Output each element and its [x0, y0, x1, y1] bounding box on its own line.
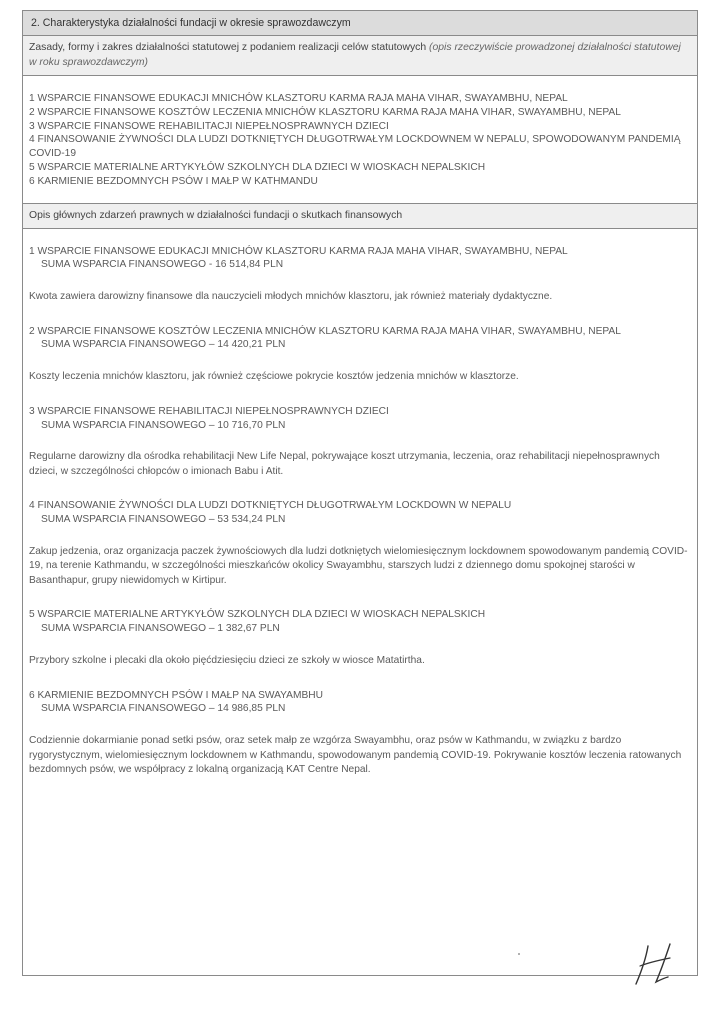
event-amount: SUMA WSPARCIA FINANSOWEGO – 10 716,70 PLN [41, 419, 286, 431]
statutory-item: 1 WSPARCIE FINANSOWE EDUKACJI MNICHÓW KLASZTORU KARMA RAJA MAHA VIHAR, SWAYAMBHU, NEPAL [29, 93, 568, 104]
event-description: Kwota zawiera darowizny finansowe dla nauczycieli młodych mnichów klasztoru, jak również materiały dydaktyczne. [29, 291, 553, 303]
event-description: Koszty leczenia mnichów klasztoru, jak również częściowe pokrycie kosztów jedzenia mnichów w klasztorze. [29, 371, 519, 383]
event-title: 2 WSPARCIE FINANSOWE KOSZTÓW LECZENIA MNICHÓW KLASZTORU KARMA RAJA MAHA VIHAR, SWAYAMBHU, NEPAL [29, 325, 621, 337]
event-entry [29, 405, 689, 433]
event-entry [29, 689, 689, 717]
report-section-frame [22, 10, 698, 976]
statutory-item: 3 WSPARCIE FINANSOWE REHABILITACJI NIEPEŁNOSPRAWNYCH DZIECI [29, 120, 389, 132]
event-amount: SUMA WSPARCIA FINANSOWEGO - 16 514,84 PLN [41, 259, 284, 271]
event-entry [29, 499, 689, 527]
event-entry [29, 325, 689, 353]
legal-events-list [23, 229, 697, 778]
event-title: 1 WSPARCIE FINANSOWE EDUKACJI MNICHÓW KLASZTORU KARMA RAJA MAHA VIHAR, SWAYAMBHU, NEPAL [29, 245, 568, 257]
statutory-item: 2 WSPARCIE FINANSOWE KOSZTÓW LECZENIA MNICHÓW KLASZTORU KARMA RAJA MAHA VIHAR, SWAYAMBHU, NEPAL [29, 106, 621, 118]
statutory-item: 6 KARMIENIE BEZDOMNYCH PSÓW I MAŁP W KATHMANDU [29, 175, 318, 187]
handwritten-signature-icon [630, 940, 680, 990]
statutory-heading [23, 36, 697, 76]
event-amount: SUMA WSPARCIA FINANSOWEGO – 53 534,24 PLN [41, 514, 286, 526]
scan-speck [518, 953, 520, 955]
event-amount: SUMA WSPARCIA FINANSOWEGO – 14 420,21 PLN [41, 339, 286, 351]
statutory-activities-list [23, 76, 697, 204]
event-description: Zakup jedzenia, oraz organizacja paczek żywnościowych dla ludzi dotkniętych wielomiesięcznym lockdownem spowodowanym pandemią COVID-19, na terenie Kathmandu, w szczególności mieszkańców okolicy Swayambhu, starszych ludzi z dziennego domu spokojnej starości w Basanthapur, grupy niewidomych w Kirtipur. [29, 545, 688, 586]
statutory-heading-note: (opis rzeczywiście prowadzonej działalności statutowej w roku sprawozdawczym) [29, 42, 681, 68]
statutory-heading-text: Zasady, formy i zakres działalności statutowej z podaniem realizacji celów statutowych [29, 42, 427, 53]
event-description: Codziennie dokarmianie ponad setki psów, oraz setek małp ze wzgórza Swayambhu, oraz psów w Kathmandu, w związku z bardzo rygorystycznym, wielomiesięcznym lockdownem w Kathmandu, spowodowanym pandemią COVID-19. Pokrywanie kosztów leczenia ratowanych bezdomnych psów, we współpracy z lokalną organizacją KAT Centre Nepal. [29, 735, 682, 776]
event-title: 6 KARMIENIE BEZDOMNYCH PSÓW I MAŁP NA SWAYAMBHU [29, 689, 323, 701]
statutory-item: 4 FINANSOWANIE ŻYWNOŚCI DLA LUDZI DOTKNIĘTYCH DŁUGOTRWAŁYM LOCKDOWNEM W NEPALU, SPOWODOWANYM PANDEMIĄ COVID-19 [29, 134, 681, 160]
event-entry [29, 245, 689, 273]
event-amount: SUMA WSPARCIA FINANSOWEGO – 14 986,85 PLN [41, 703, 286, 715]
event-title: 4 FINANSOWANIE ŻYWNOŚCI DLA LUDZI DOTKNIĘTYCH DŁUGOTRWAŁYM LOCKDOWN W NEPALU [29, 500, 512, 512]
event-description: Przybory szkolne i plecaki dla około pięćdziesięciu dzieci ze szkoły w wiosce Matatirtha. [29, 655, 425, 667]
section-title: 2. Charakterystyka działalności fundacji w okresie sprawozdawczym [23, 11, 697, 36]
statutory-item: 5 WSPARCIE MATERIALNE ARTYKYŁÓW SZKOLNYCH DLA DZIECI W WIOSKACH NEPALSKICH [29, 161, 486, 173]
events-heading: Opis głównych zdarzeń prawnych w działalności fundacji o skutkach finansowych [23, 204, 697, 229]
event-description: Regularne darowizny dla ośrodka rehabilitacji New Life Nepal, pokrywające koszt utrzymania, leczenia, oraz rehabilitacji niepełnosprawnych dzieci, w szczególności chłopców o imionach Babu i Atit. [29, 451, 660, 477]
event-amount: SUMA WSPARCIA FINANSOWEGO – 1 382,67 PLN [41, 623, 280, 635]
event-entry [29, 608, 689, 636]
event-title: 3 WSPARCIE FINANSOWE REHABILITACJI NIEPEŁNOSPRAWNYCH DZIECI [29, 405, 389, 417]
event-title: 5 WSPARCIE MATERIALNE ARTYKYŁÓW SZKOLNYCH DLA DZIECI W WIOSKACH NEPALSKICH [29, 609, 486, 621]
